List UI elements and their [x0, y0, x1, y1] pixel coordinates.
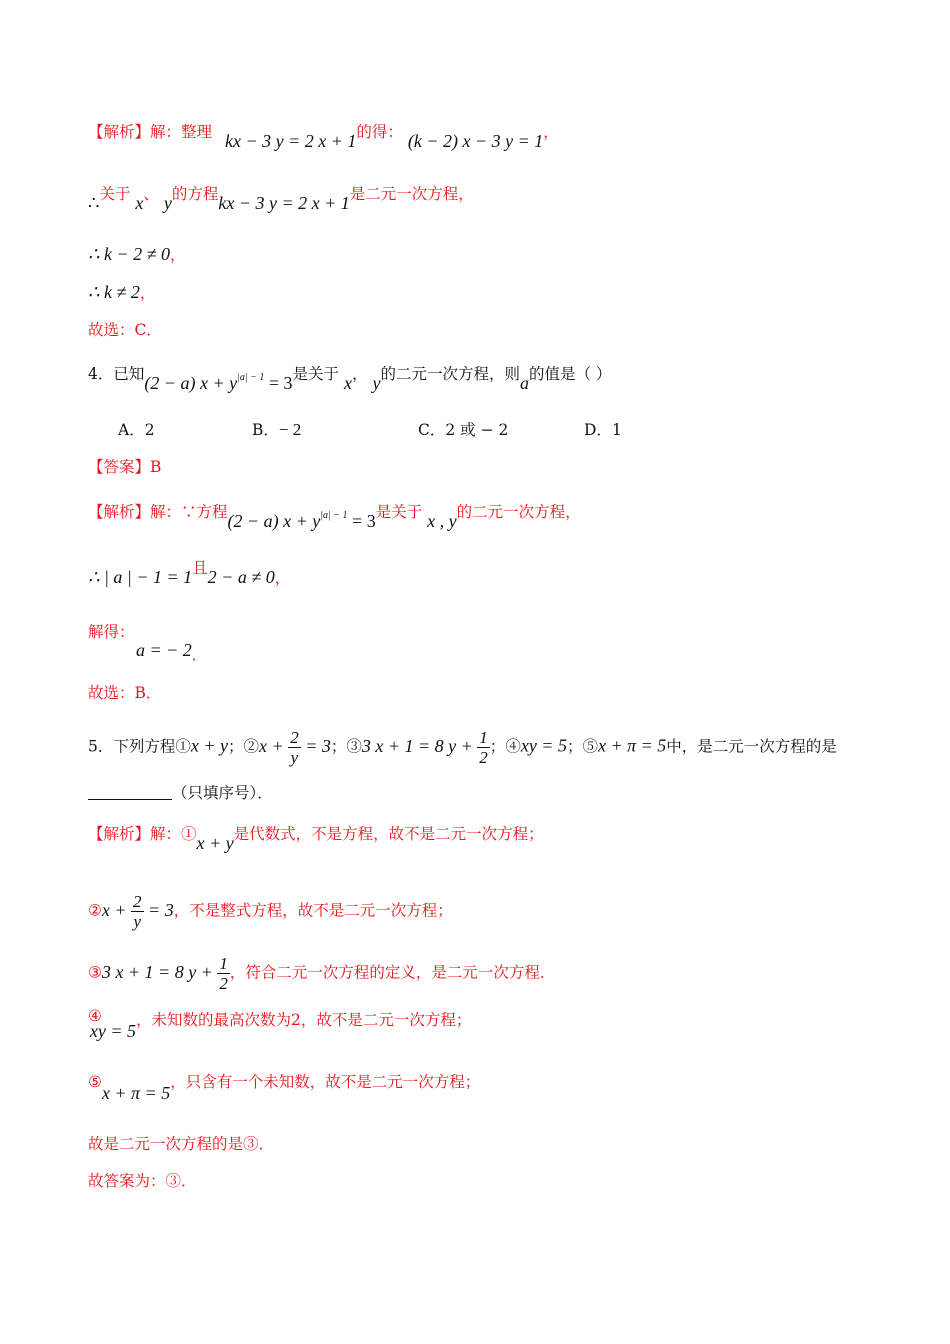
q3-solution-line-4	[88, 281, 155, 304]
punctuation: ，	[139, 284, 156, 302]
equation: x + $\frac{2}{y}$ = 3	[259, 728, 331, 767]
option-c: C．2 或 − 2	[418, 421, 509, 439]
equation: kx − 3 y = 2 x + 1	[218, 193, 350, 213]
solution-tag: 【解析】	[88, 123, 151, 141]
answer-value: B	[150, 458, 162, 476]
equation: (2 − a) $x + y^{|a| - 1} = 3$	[144, 372, 293, 393]
solution-text: 且	[192, 559, 208, 577]
q5-solution-line-2: ②x + $\frac{2}{y}$ = 3，不是整式方程，故不是二元一次方程；	[88, 892, 453, 931]
question-text: 的二元一次方程，则	[380, 365, 520, 383]
equation: ∴ k ≠ 2	[88, 282, 140, 302]
punctuation: ．	[191, 646, 208, 664]
punctuation: ，	[352, 365, 368, 383]
equation: 2 − a ≠ 0	[207, 567, 275, 587]
solution-text: ，符合二元一次方程的定义，是二元一次方程．	[229, 963, 556, 982]
variable: x	[135, 193, 144, 213]
solution-text: 的二元一次方程，	[456, 503, 581, 521]
variable: y	[163, 193, 172, 213]
solution-text: ，只含有一个未知数，故不是二元一次方程；	[170, 1073, 481, 1091]
variable: x	[344, 373, 352, 393]
q3-solution-line-2	[88, 182, 474, 213]
solution-text: 解得：	[88, 623, 135, 641]
option-d: D．1	[584, 421, 622, 439]
solution-text: 解：∵方程	[150, 503, 228, 521]
q4-solution-line-1	[88, 495, 581, 531]
therefore-symbol: ∴	[88, 193, 100, 213]
q5-solution-line-4: ④xy = 5，未知数的最高次数为2，故不是二元一次方程；	[88, 1007, 472, 1041]
solution-text: 关于	[99, 185, 131, 203]
q3-choice: 故选：C．	[88, 321, 162, 339]
q4-answer	[88, 456, 161, 478]
solution-text: 是关于	[375, 503, 423, 521]
variable: y	[372, 373, 381, 393]
punctuation: ，	[274, 569, 291, 587]
variables: x , y	[427, 511, 457, 531]
equation: (2 − a) $x + y^{|a| - 1} = 3$	[227, 510, 376, 531]
equation: xy = 5	[520, 735, 567, 756]
q4-choice: 故选：B．	[88, 684, 162, 702]
solution-tag: 【解析】	[88, 825, 151, 843]
q5-solution-line-1	[88, 822, 544, 853]
q5-solution-line-5: ⑤x + π = 5，只含有一个未知数，故不是二元一次方程；	[88, 1073, 481, 1103]
question-text: 是关于	[292, 365, 340, 383]
equation: xy = 5	[89, 1021, 137, 1041]
answer-tag: 【答案】	[88, 458, 151, 476]
equation: x + y	[196, 833, 234, 853]
equation: 3 x + 1 = 8 y + $\frac{1}{2}$	[101, 954, 228, 993]
equation: kx − 3 y = 2 x + 1	[224, 131, 357, 151]
variable: a	[519, 373, 529, 393]
solution-text: ，未知数的最高次数为2，故不是二元一次方程；	[136, 1011, 472, 1029]
solution-text: 解：①	[150, 825, 197, 843]
q4-solution-line-2	[88, 559, 291, 589]
answer-blank	[88, 785, 172, 800]
question-number: 5．下列方程	[88, 737, 176, 756]
question-text: （只填序号）．	[172, 784, 273, 802]
q4-solution-line-3	[88, 621, 207, 666]
solution-text: 是代数式，不是方程，故不是二元一次方程；	[233, 825, 544, 843]
equation: x + y	[190, 735, 229, 756]
q5-fill-line	[88, 782, 273, 804]
q5-final-answer: 故答案为：③．	[88, 1172, 197, 1190]
solution-text: 是二元一次方程，	[349, 185, 474, 203]
equation: ∴ | a | − 1 = 1	[88, 567, 193, 587]
solution-tag: 【解析】	[88, 503, 151, 521]
question-text: 的值是（ ）	[528, 365, 612, 383]
q3-solution-line-3	[88, 243, 185, 266]
q3-solution-line-1	[88, 120, 559, 151]
equation: x + $\frac{2}{y}$ = 3	[101, 892, 174, 931]
equation: x + π = 5	[101, 1083, 171, 1103]
equation: x + π = 5	[597, 735, 667, 756]
question-text: 中，是二元一次方程的是	[666, 737, 837, 756]
equation: ∴ k − 2 ≠ 0	[88, 244, 170, 264]
punctuation: ，	[169, 246, 186, 264]
solution-text: 的方程	[171, 185, 219, 203]
equation: (k − 2) x − 3 y = 1	[407, 131, 544, 151]
q5-solution-line-3: ③3 x + 1 = 8 y + $\frac{1}{2}$ ，符合二元一次方程的定义，是二元一次方程．	[88, 954, 556, 993]
q4-question	[88, 357, 612, 393]
q5-conclusion: 故是二元一次方程的是③．	[88, 1135, 275, 1153]
solution-text: ，不是整式方程，故不是二元一次方程；	[173, 901, 453, 920]
punctuation: ，	[543, 123, 559, 141]
option-b: B．− 2	[252, 420, 302, 439]
option-a: A．2	[118, 421, 155, 439]
solution-text: 的得：	[356, 123, 403, 141]
punctuation: 、	[143, 185, 159, 203]
question-number: 4．已知	[88, 365, 145, 383]
q5-question: 5．下列方程①x + y；②x + $\frac{2}{y}$ = 3；③3 x + 1 = 8 y + $\frac{1}{2}$ ；④xy = 5；⑤x + π = 5中，是二元一次方程的是	[88, 728, 837, 767]
solution-text: 解：整理	[150, 123, 213, 141]
equation: 3 x + 1 = 8 y + $\frac{1}{2}$	[361, 728, 488, 767]
equation: a = − 2	[136, 640, 192, 660]
